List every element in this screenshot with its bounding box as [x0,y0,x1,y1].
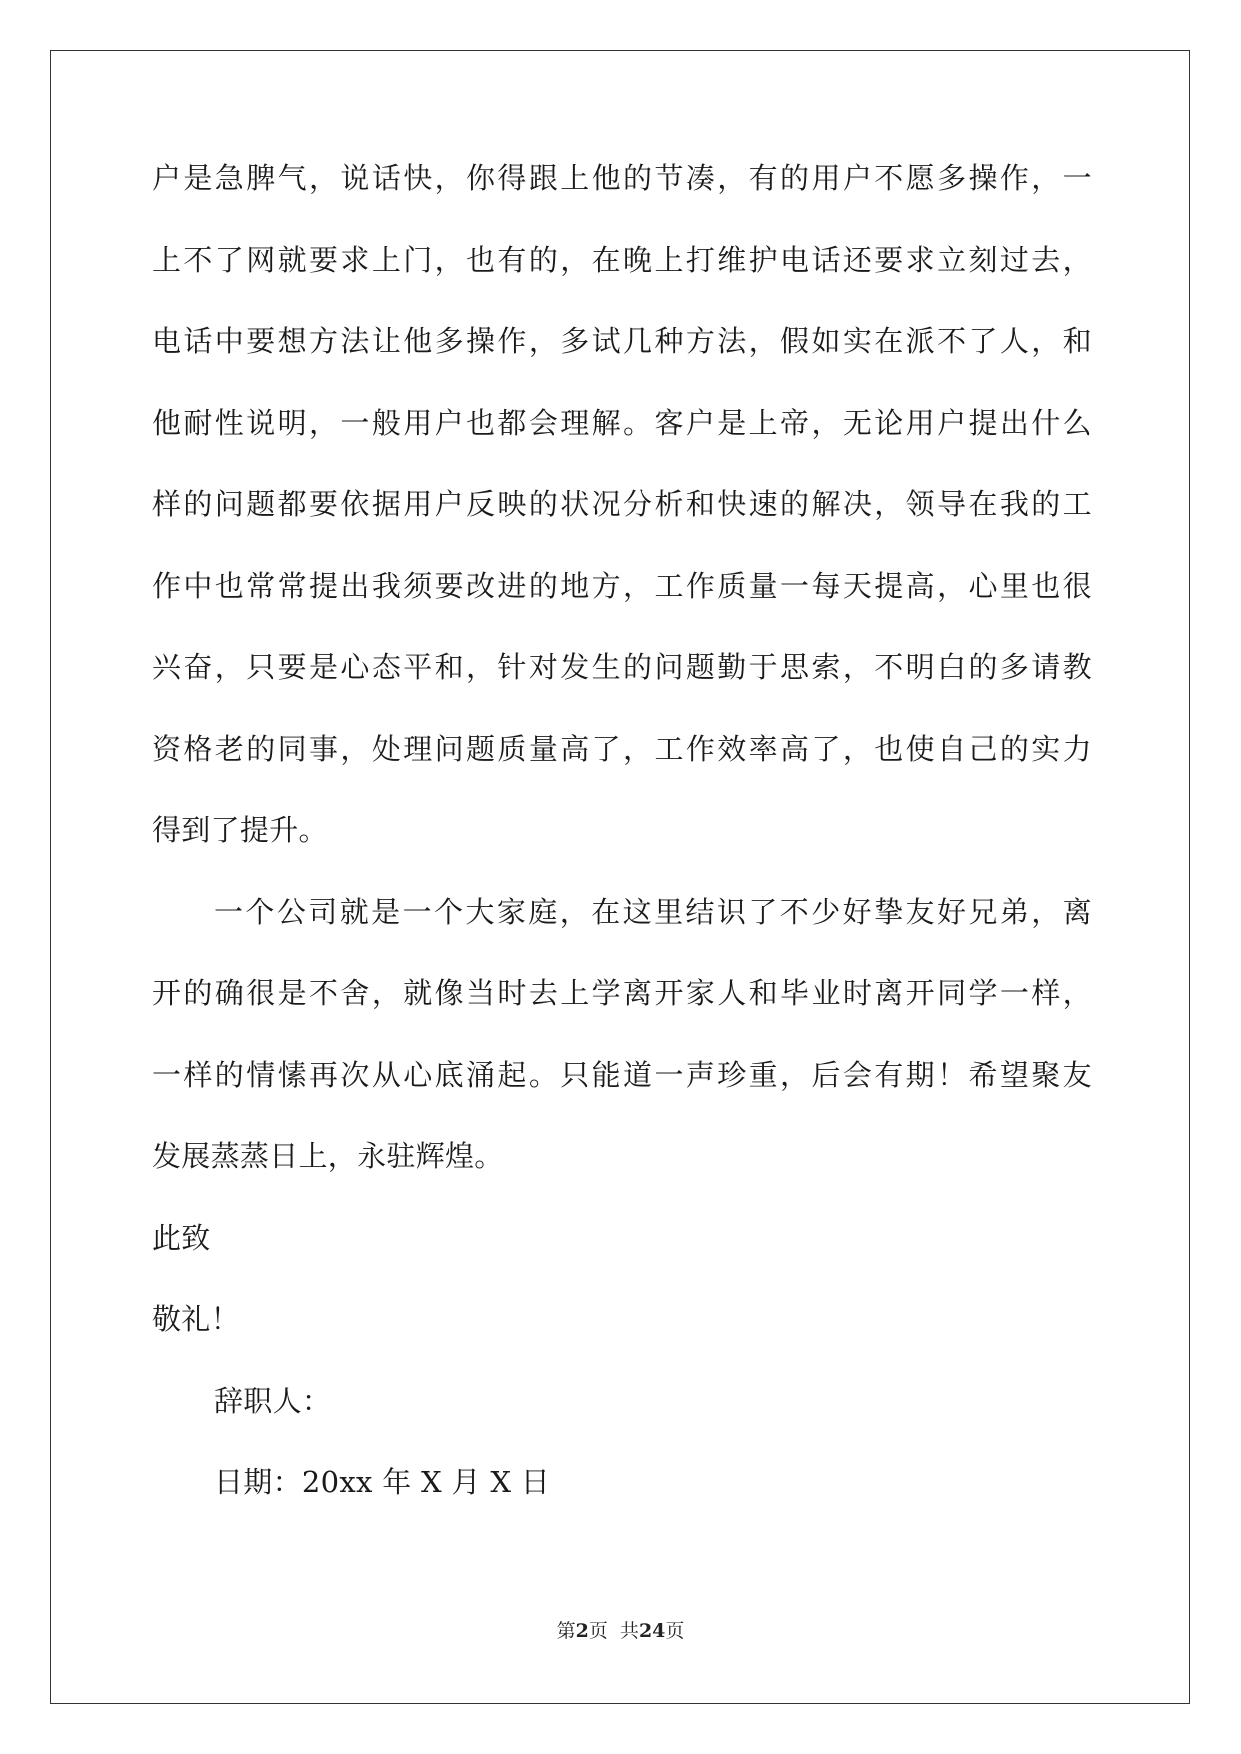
text-line: 发展蒸蒸日上，永驻辉煌。 [152,1139,504,1173]
text-line: 电话中要想方法让他多操作，多试几种方法，假如实在派不了人，和 [152,324,1092,358]
date-line: 日期：20xx 年 X 月 X 日 [214,1465,551,1499]
text-line: 资格老的同事，处理问题质量高了，工作效率高了，也使自己的实力 [152,731,1092,766]
text-line: 他耐性说明，一般用户也都会理解。客户是上帝，无论用户提出什么 [152,405,1092,440]
page-mid: 页 共 [588,1620,639,1642]
text-line: 开的确很是不舍，就像当时去上学离开家人和毕业时离开同学一样， [152,976,1092,1010]
text-line: 户是急脾气，说话快，你得跟上他的节凑，有的用户不愿多操作，一 [152,161,1092,195]
page-number-footer [0,1619,1241,1643]
page-current: 2 [575,1620,589,1642]
closing-regards: 敬礼！ [152,1302,240,1336]
signature-label: 辞职人： [214,1383,332,1418]
text-line: 样的问题都要依据用户反映的状况分析和快速的解决，领导在我的工 [152,487,1092,521]
closing-salutation: 此致 [152,1220,211,1255]
text-line: 得到了提升。 [152,813,328,847]
text-line: 一个公司就是一个大家庭，在这里结识了不少好挚友好兄弟，离 [214,894,1092,929]
page-suffix: 页 [665,1620,685,1642]
page-prefix: 第 [556,1620,576,1642]
text-line: 兴奋，只要是心态平和，针对发生的问题勤于思索，不明白的多请教 [152,650,1092,684]
text-line: 作中也常常提出我须要改进的地方，工作质量一每天提高，心里也很 [152,568,1092,603]
page-total: 24 [638,1620,666,1642]
text-line: 上不了网就要求上门，也有的，在晚上打维护电话还要求立刻过去， [152,242,1092,277]
text-line: 一样的情愫再次从心底涌起。只能道一声珍重，后会有期！希望聚友 [152,1057,1092,1092]
letter-body [152,158,1092,1544]
